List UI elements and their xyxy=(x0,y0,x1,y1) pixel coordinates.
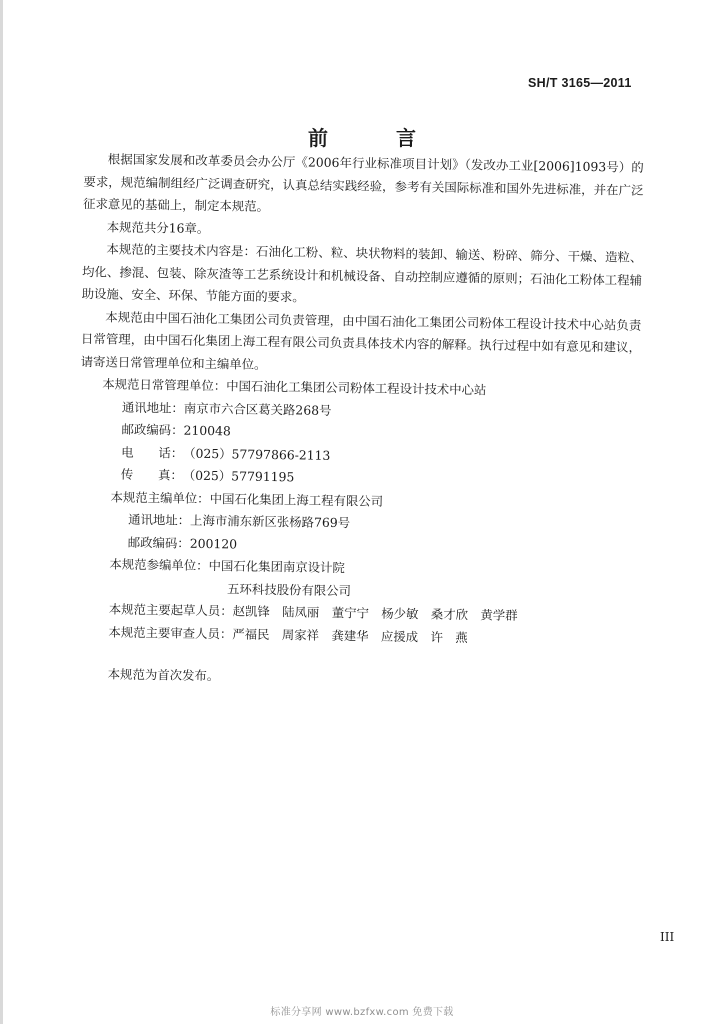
paragraph-content: 本规范的主要技术内容是：石油化工粉、粒、块状物料的装卸、输送、粉碎、筛分、干燥、造粒、均化、掺混、包装、除灰渣等工艺系统设计和机械设备、自动控制应遵循的原则；石油化工粉体工程辅助设施、安全、环保、节能方面的要求。 xyxy=(81,241,643,305)
foreword-body xyxy=(76,148,644,694)
daily-management-label: 本规范日常管理单位： xyxy=(102,376,227,394)
first-release-text: 本规范为首次发布。 xyxy=(107,666,220,684)
chief-address: 上海市浦东新区张杨路769号 xyxy=(190,512,351,531)
chief-postcode-label: 邮政编码： xyxy=(127,534,190,551)
chief-editor-unit: 中国石化集团上海工程有限公司 xyxy=(209,490,384,509)
scan-edge xyxy=(0,0,3,1024)
participating-unit-1: 中国石化集团南京设计院 xyxy=(208,558,345,576)
drafters-label: 本规范主要起草人员： xyxy=(108,601,233,619)
participating-unit-2: 五环科技股份有限公司 xyxy=(226,580,352,598)
daily-management-unit: 中国石油化工集团公司粉体工程设计技术中心站 xyxy=(226,378,487,398)
drafters-names: 赵凯锋 陆凤丽 董宁宁 杨少敏 桑才欣 黄学群 xyxy=(232,603,518,623)
participating-label: 本规范参编单位： xyxy=(109,556,209,574)
daily-postcode: 210048 xyxy=(183,422,231,439)
page-number: III xyxy=(660,930,675,944)
page-title: 前 言 xyxy=(308,126,440,150)
daily-phone-label: 电 话： xyxy=(121,444,184,461)
contact-block xyxy=(76,373,641,694)
daily-fax: （025）57791195 xyxy=(182,467,295,485)
paragraph-basis: 根据国家发展和改革委员会办公厅《2006年行业标准项目计划》（发改办工业[2006]1093号）的要求，规范编制组经广泛调查研究，认真总结实践经验，参考有关国际标准和国外先进标准，并在广泛征求意见的基础上，制定本规范。 xyxy=(83,151,644,214)
watermark: 标准分享网 www.bzfxw.com 免费下载 xyxy=(270,1007,454,1018)
chief-editor-label: 本规范主编单位： xyxy=(110,488,210,506)
standard-code: SH/T 3165—2011 xyxy=(528,76,632,90)
chief-address-label: 通讯地址： xyxy=(128,511,191,528)
daily-fax-label: 传 真： xyxy=(120,466,183,483)
chief-postcode: 200120 xyxy=(189,535,238,551)
reviewers-label: 本规范主要审查人员： xyxy=(108,623,233,641)
daily-address-label: 通讯地址： xyxy=(121,399,185,416)
paragraph-chapters: 本规范共分16章。 xyxy=(106,218,210,236)
daily-postcode-label: 邮政编码： xyxy=(121,421,184,438)
reviewers-names: 严福民 周家祥 龚建华 应援成 许 燕 xyxy=(232,625,468,645)
daily-address: 南京市六合区葛关路268号 xyxy=(183,400,332,418)
paragraph-management: 本规范由中国石油化工集团公司负责管理，由中国石油化工集团公司粉体工程设计技术中心站负责日常管理，由中国石化集团上海工程有限公司负责具体技术内容的解释。执行过程中如有意见和建议，请寄送日常管理单位和主编单位。 xyxy=(80,308,642,372)
daily-phone: （025）57797866-2113 xyxy=(183,445,331,463)
